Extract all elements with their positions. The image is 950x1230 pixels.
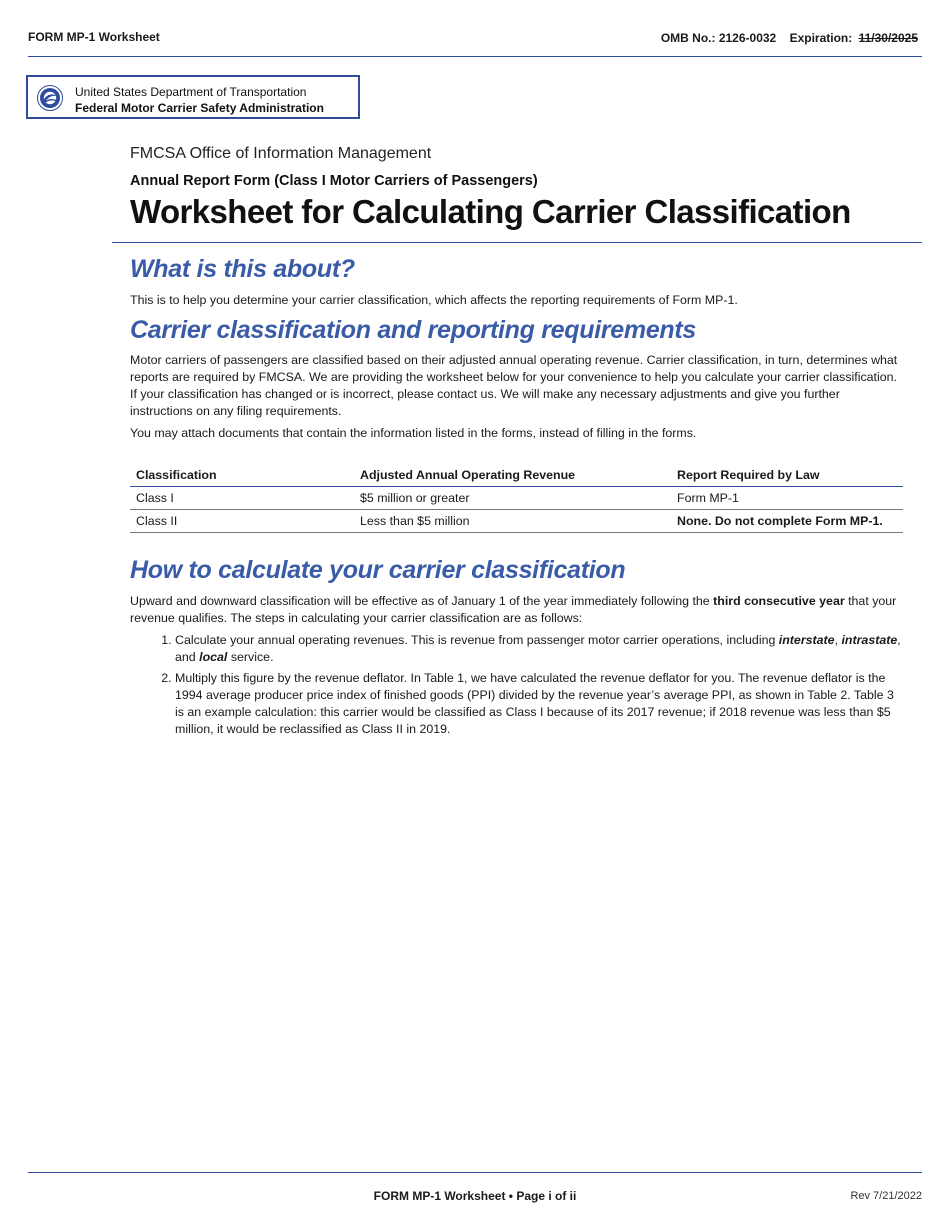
table-cell: None. Do not complete Form MP-1. — [671, 510, 903, 533]
table-row — [130, 510, 903, 533]
step-item — [175, 632, 905, 666]
omb-expiration — [661, 31, 918, 45]
expiration-date: 11/30/2025 — [858, 31, 918, 45]
requirements-heading: Carrier classification and reporting requirements — [130, 316, 697, 344]
column-header: Report Required by Law — [671, 464, 903, 487]
calculation-steps — [130, 632, 905, 742]
classification-table — [130, 464, 903, 533]
intro-emphasis: third consecutive year — [713, 594, 845, 608]
requirements-paragraph: Motor carriers of passengers are classified based on their adjusted annual operating revenue. Carrier classification, in turn, determines what reports are required by FMCSA. We are providing the worksheet below for your convenience to help you calculate your carrier classification. If your classification has changed or is incorrect, please contact us. We will make any necessary adjustments and give you further instructions on any filing requirements. — [130, 353, 898, 418]
dot-seal-icon — [37, 85, 63, 111]
table-row — [130, 487, 903, 510]
step-text: Calculate your annual operating revenues. This is revenue from passenger motor carrier operations, including — [175, 633, 779, 647]
table-cell: Class I — [130, 487, 354, 510]
column-header: Adjusted Annual Operating Revenue — [354, 464, 671, 487]
step-emphasis: local — [199, 650, 228, 664]
title-divider — [112, 242, 922, 243]
page-footer: FORM MP-1 Worksheet • Page i of ii — [373, 1189, 577, 1203]
step-item — [175, 670, 905, 738]
revision-date: Rev 7/21/2022 — [850, 1190, 922, 1202]
office-name: FMCSA Office of Information Management — [130, 145, 432, 162]
page-title: Worksheet for Calculating Carrier Classification — [130, 193, 851, 230]
column-header: Classification — [130, 464, 354, 487]
footer-divider — [28, 1172, 922, 1173]
calculate-heading: How to calculate your carrier classification — [130, 556, 626, 584]
administration-name: Federal Motor Carrier Safety Administration — [75, 101, 324, 115]
table-cell: $5 million or greater — [354, 487, 671, 510]
intro-text: that your revenue qualifies. The steps in calculating your carrier classification are as follows: — [130, 594, 897, 625]
attachments-note: You may attach documents that contain the information listed in the forms, instead of filling in the forms. — [130, 426, 697, 440]
step-emphasis: intrastate — [841, 633, 898, 647]
step-text: service. — [227, 650, 274, 664]
calculate-intro — [130, 593, 905, 627]
expiration-label: Expiration: — [789, 31, 853, 45]
step-emphasis: interstate — [778, 633, 835, 647]
step-text: Multiply this figure by the revenue deflator. In Table 1, we have calculated the revenue deflator for you. The revenue deflator is the 1994 average producer price index of finished goods (PPI) divided by the revenue year’s average PPI, as shown in Table 2. Table 3 is an example calculation: this carrier would be classified as Class I because of its 2017 revenue; if 2018 revenue was less than $5 million, it would be reclassified as Class II in 2019. — [175, 671, 894, 736]
omb-number: OMB No.: 2126-0032 — [660, 31, 777, 45]
step-text: , and — [175, 633, 901, 664]
about-text: This is to help you determine your carrier classification, which affects the reporting requirements of Form MP-1. — [130, 293, 738, 307]
form-name: Annual Report Form (Class I Motor Carriers of Passengers) — [130, 173, 538, 189]
intro-text: Upward and downward classification will be effective as of January 1 of the year immediately following the — [130, 594, 714, 608]
about-heading: What is this about? — [130, 255, 355, 283]
form-label: FORM MP-1 Worksheet — [28, 30, 160, 44]
department-name: United States Department of Transportation — [75, 85, 307, 99]
step-text: , — [834, 633, 842, 647]
table-cell: Form MP-1 — [671, 487, 903, 510]
agency-box — [26, 75, 360, 119]
table-header-row — [130, 464, 903, 487]
page-header — [28, 30, 922, 57]
table-cell: Less than $5 million — [354, 510, 671, 533]
table-cell: Class II — [130, 510, 354, 533]
